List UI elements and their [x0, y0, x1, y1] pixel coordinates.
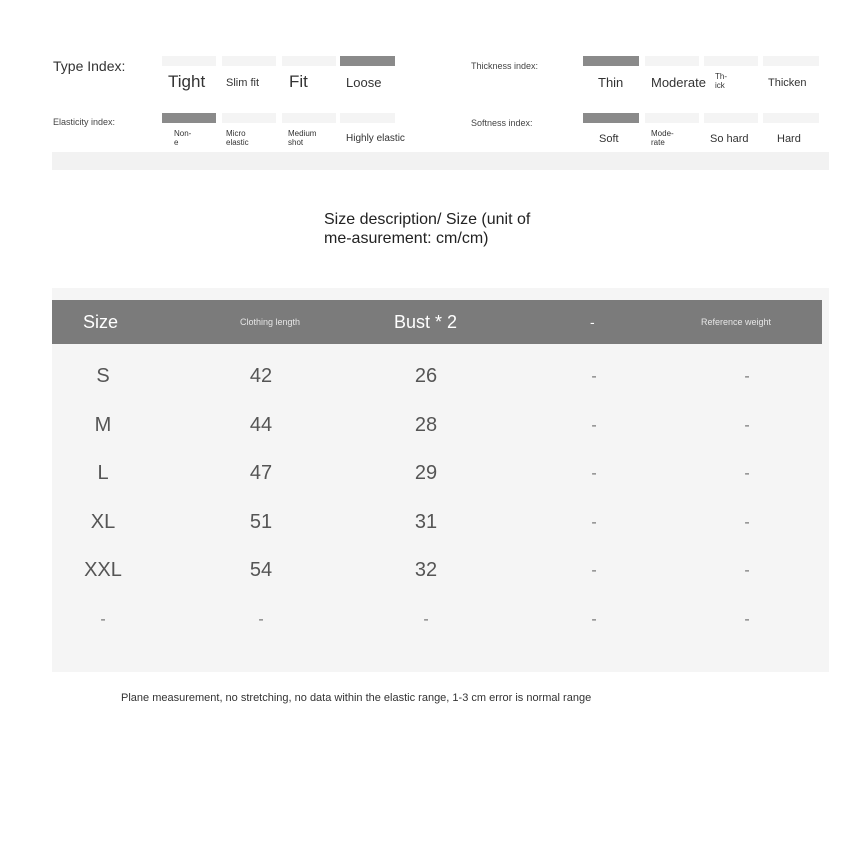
softness-index-segment-so-hard	[704, 113, 758, 123]
type-index-option-fit: Fit	[289, 72, 308, 91]
table-cell: 29	[414, 462, 438, 485]
table-cell: 31	[414, 510, 438, 533]
measurement-note: Plane measurement, no stretching, no data within the elastic range, 1-3 cm error is normal range	[121, 692, 592, 704]
elasticity-index-option-none: Non-e	[174, 129, 192, 147]
type-index-segment-loose	[340, 56, 395, 66]
table-cell: -	[744, 465, 750, 483]
table-cell: -	[744, 513, 750, 531]
thickness-index-option-thick: Th-ick	[715, 72, 727, 90]
table-cell: 44	[249, 413, 273, 436]
type-index-option-tight: Tight	[168, 72, 206, 91]
elasticity-index-segment-none	[162, 113, 216, 123]
table-cell: -	[591, 611, 597, 628]
softness-index-option-hard: Hard	[777, 133, 801, 145]
elasticity-index-segment-micro	[222, 113, 276, 123]
table-cell: 54	[249, 559, 273, 582]
table-cell: 32	[414, 559, 438, 582]
type-index-option-loose: Loose	[346, 75, 382, 90]
table-cell: -	[591, 513, 597, 531]
table-cell: -	[591, 465, 597, 483]
type-index-segment-tight	[162, 56, 216, 66]
header-size: Size	[83, 312, 119, 332]
thickness-index-option-thin: Thin	[598, 75, 624, 90]
table-cell: -	[258, 611, 264, 628]
elasticity-index-option-medium: Medium shot	[288, 129, 317, 147]
thickness-index-option-moderate: Moderate	[651, 75, 706, 90]
table-cell: 47	[249, 462, 273, 485]
softness-index-option-moderate: Mode-rate	[651, 129, 674, 147]
type-index-option-slim-fit: Slim fit	[226, 77, 259, 89]
type-index-segment-fit	[282, 56, 336, 66]
table-cell: -	[744, 611, 750, 628]
table-cell: -	[744, 562, 750, 580]
table-cell: XXL	[84, 559, 122, 582]
table-cell: 51	[249, 510, 273, 533]
header-placeholder: -	[590, 314, 595, 330]
thickness-index-label: Thickness index:	[471, 61, 539, 71]
table-cell: -	[100, 611, 106, 628]
type-index-label: Type Index:	[53, 58, 126, 74]
elasticity-index-option-micro: Micro elastic	[226, 129, 249, 147]
table-cell: -	[423, 611, 429, 628]
softness-index-option-so-hard: So hard	[710, 133, 749, 145]
softness-index-segment-moderate	[645, 113, 699, 123]
thickness-index-segment-thick	[704, 56, 758, 66]
elasticity-index-segment-high	[340, 113, 395, 123]
elasticity-index-segment-medium	[282, 113, 336, 123]
elasticity-index-label: Elasticity index:	[53, 117, 116, 127]
thickness-index-segment-thicken	[763, 56, 819, 66]
softness-index-segment-hard	[763, 113, 819, 123]
table-cell: L	[97, 462, 109, 485]
table-cell: 26	[414, 365, 438, 387]
table-cell: M	[94, 413, 112, 436]
table-cell: -	[744, 416, 750, 434]
table-cell: -	[591, 416, 597, 434]
thickness-index-segment-thin	[583, 56, 639, 66]
table-cell: XL	[90, 510, 116, 533]
table-cell: 28	[414, 413, 438, 436]
table-cell: -	[591, 562, 597, 580]
size-table-header	[52, 300, 822, 344]
size-description-title: Size description/ Size (unit of me-asurement: cm/cm)	[324, 211, 531, 247]
table-cell: 42	[249, 365, 273, 387]
table-cell: -	[744, 368, 750, 385]
index-panel-strip	[52, 152, 829, 170]
thickness-index-option-thicken: Thicken	[768, 77, 807, 89]
type-index-segment-slim-fit	[222, 56, 276, 66]
header-reference-weight: Reference weight	[701, 317, 772, 327]
softness-index-label: Softness index:	[471, 118, 533, 128]
elasticity-index-option-high: Highly elastic	[346, 133, 405, 144]
table-cell: S	[96, 365, 110, 387]
softness-index-option-soft: Soft	[599, 133, 619, 145]
thickness-index-segment-moderate	[645, 56, 699, 66]
table-cell: -	[591, 368, 597, 385]
header-bust: Bust * 2	[394, 312, 458, 332]
header-clothing-length: Clothing length	[240, 317, 301, 327]
size-table-panel	[52, 288, 829, 672]
softness-index-segment-soft	[583, 113, 639, 123]
